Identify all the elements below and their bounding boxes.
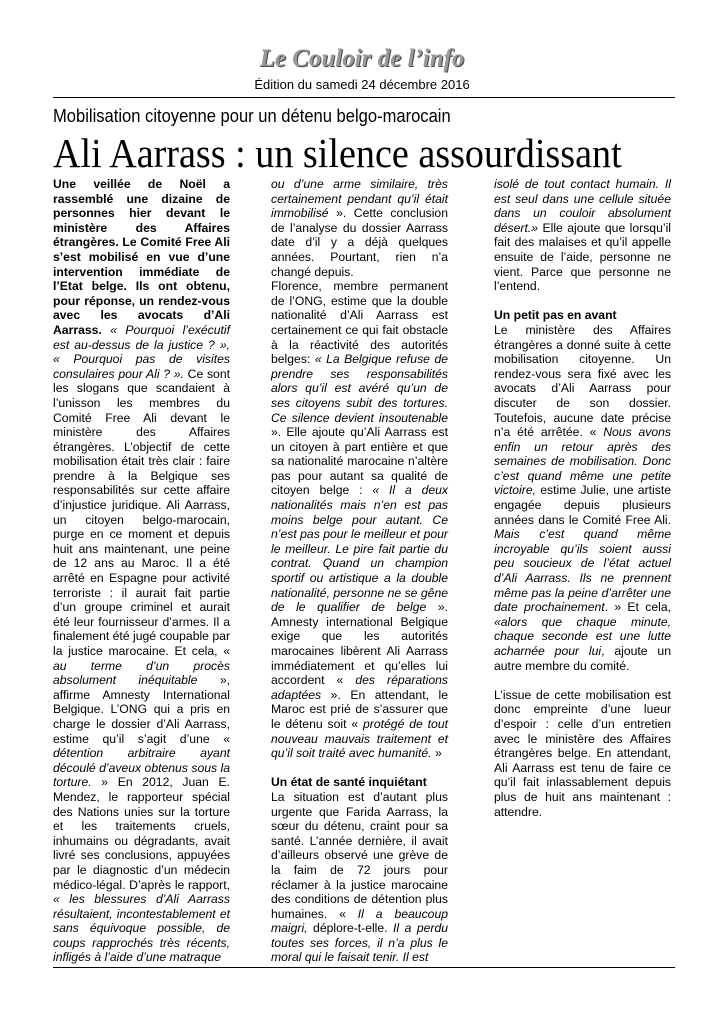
paragraph: [271, 790, 448, 965]
paragraph-gap: [271, 761, 448, 776]
text-run: détention arbitraire ayant découlé d’aveux obtenus sous la torture.: [53, 746, 230, 790]
subhead-health: Un état de santé inquiétant: [271, 775, 427, 790]
paragraph: [53, 177, 230, 965]
text-run: ». Cette conclusion de l’analyse du dossier Aarrass date d’il y a déjà quelques années. Pourtant, rien n’a changé depuis.: [271, 206, 448, 279]
text-run: »: [431, 746, 442, 761]
article-headline: Ali Aarrass : un silence assourdissant: [53, 130, 622, 176]
text-run: ». Amnesty international Belgique exige que les autorités marocaines libèrent Ali Aarrass immédiatement et qu’elles lui accordent «: [271, 600, 448, 688]
text-run: Mais c’est quand même incroyable qu’ils soient aussi peu soucieux de l’état actuel d’Ali Aarrass. Ils ne prennent même pas la peine d’arrêter une date prochainement: [494, 527, 671, 615]
text-run: ou d’une arme similaire, très certainement pendant qu’il était immobilisé: [271, 177, 448, 221]
text-run: « Pourquoi l’exécutif est au-dessus de la justice ? », « Pourquoi pas de visites consulaires pour Ali ? ».: [53, 322, 230, 381]
text-run: des réparations adaptées: [271, 673, 448, 702]
text-run: », affirme Amnesty International Belgique. L’ONG qui a pris en charge le dossier d’Ali Aarrass, estime qu’il s’agit d’une «: [53, 673, 230, 746]
text-run: « La Belgique refuse de prendre ses responsabilités alors qu’il est avéré qu’un de ses citoyens subit des tortures. Ce silence devient insoutenable: [271, 352, 449, 425]
text-run: «alors que chaque minute, chaque seconde est une lutte acharnée pour lui: [494, 614, 671, 658]
text-run: , ajoute un autre membre du comité.: [494, 644, 671, 673]
text-run: estime Julie, une artiste engagée depuis plusieurs années dans le Comité Free Ali.: [494, 483, 671, 527]
article-lead: Une veillée de Noël a rassemblé une dizaine de personnes hier devant le ministère des Affaires étrangères. Le Comité Free Ali s’est mobilisé en vue d’une intervention immédiate de l’Etat belge. Ils ont obtenu, pour réponse, un rendez-vous avec les avocats d’Ali Aarrass.: [53, 177, 230, 337]
paragraph: [271, 279, 448, 761]
article-column-1: [53, 177, 230, 965]
paragraph-gap: [494, 294, 671, 309]
text-run: « les blessures d’Ali Aarrass résultaient, incontestablement et sans équivoque possible, de coups rapprochés très récents, infligés à l’aide d’une matraque: [53, 892, 230, 965]
text-run: au terme d’un procès absolument inéquitable: [53, 658, 230, 688]
subhead-progress: Un petit pas en avant: [494, 308, 617, 323]
paragraph: [271, 177, 448, 279]
paragraph-gap: [494, 673, 671, 688]
text-run: Nous avons enfin un retour après des semaines de mobilisation. Donc c’est quand même une petite victoire,: [494, 425, 671, 498]
text-run: Le ministère des Affaires étrangères a donné suite à cette mobilisation citoyenne. Un rendez-vous sera fixé avec les avocats d’Ali Aarrass pour discuter de son dossier. Toutefois, aucune date précise n’a été arrêtée. «: [494, 322, 671, 440]
paragraph: [494, 323, 671, 673]
top-rule: [53, 97, 675, 98]
text-run: déplore-t-elle.: [307, 921, 394, 936]
text-run: Florence, membre permanent de l’ONG, estime que la double nationalité d’Ali Aarrass est certainement ce qui fait obstacle à la réactivité des autorités belges:: [271, 279, 448, 367]
article-kicker: Mobilisation citoyenne pour un détenu belgo-marocain: [53, 106, 451, 126]
text-run: Il a beaucoup maigri,: [271, 906, 448, 936]
edition-date: Édition du samedi 24 décembre 2016: [254, 77, 470, 92]
masthead-title: Le Couloir de l’info: [259, 45, 465, 72]
text-run: ». Elle ajoute qu’Ali Aarrass est un citoyen à part entière et que sa nationalité marocaine n’altère pas pour autant sa qualité de citoyen belge :: [271, 425, 448, 498]
text-run: » En 2012, Juan E. Mendez, le rapporteur spécial des Nations unies sur la torture et les traitements cruels, inhumains ou dégradants, avait livré ses conclusions, appuyées par le diagnostic d’un médecin médico-légal. D’après le rapport,: [53, 775, 230, 892]
text-run: Ce sont les slogans que scandaient à l’unisson les membres du Comité Free Ali devant le ministère des Affaires étrangères. L’objectif de cette mobilisation était très clair : faire prendre à la Belgique ses responsabilités sur cette affaire d’injustice juridique. Ali Aarrass, un citoyen belgo-marocain, purge en ce moment et depuis huit ans maintenant, une peine de 12 ans au Maroc. Il a été arrêté en Espagne pour activité terroriste : il aurait fait partie d’un groupe criminel et aurait été leur fournisseur d’armes. Il a finalement été jugé coupable par la justice marocaine. Et cela, «: [53, 366, 231, 658]
text-run: . » Et cela,: [604, 600, 671, 615]
paragraph: [494, 177, 671, 294]
col1-body: [53, 323, 230, 965]
article-column-2: [271, 177, 448, 965]
text-run: ». En attendant, le Maroc est prié de s’assurer que le détenu soit «: [271, 687, 448, 731]
paragraph: L’issue de cette mobilisation est donc empreinte d’une lueur d’espoir : celle d’un entretien avec le ministère des Affaires étrangères belge. En attendant, Ali Aarrass est tenu de faire ce qu’il fait inlassablement depuis plus de huit ans maintenant : attendre.: [494, 687, 671, 819]
bottom-rule: [53, 967, 675, 968]
text-run: « Il a deux nationalités mais n’en est pas moins belge pour autant. Ce n’est pas pour le meilleur et pour le meilleur. Le pire fait partie du contrat. Quand un champion sportif ou artistique a la double nationalité, personne ne se gêne de le qualifier de belge: [271, 483, 448, 615]
article-column-3: [494, 177, 671, 819]
text-run: La situation est d’autant plus urgente que Farida Aarrass, la sœur du détenu, craint pour sa santé. L’année dernière, il avait d’ailleurs observé une grève de la faim de 72 jours pour réclamer à la justice marocaine des conditions de détention plus humaines. «: [271, 789, 448, 921]
text-run: isolé de tout contact humain. Il est seul dans une cellule située dans un couloir absolument désert.»: [494, 177, 671, 235]
text-run: Elle ajoute que lorsqu’il fait des malaises et qu’il appelle ensuite de l’aide, personne ne vient. Parce que personne ne l’entend.: [494, 220, 671, 294]
text-run: protégé de tout nouveau mauvais traitement et qu’il soit traité avec humanité.: [271, 716, 448, 761]
text-run: Il a perdu toutes ses forces, il n’a plus le moral qui le faisait tenir. Il est: [271, 921, 448, 965]
